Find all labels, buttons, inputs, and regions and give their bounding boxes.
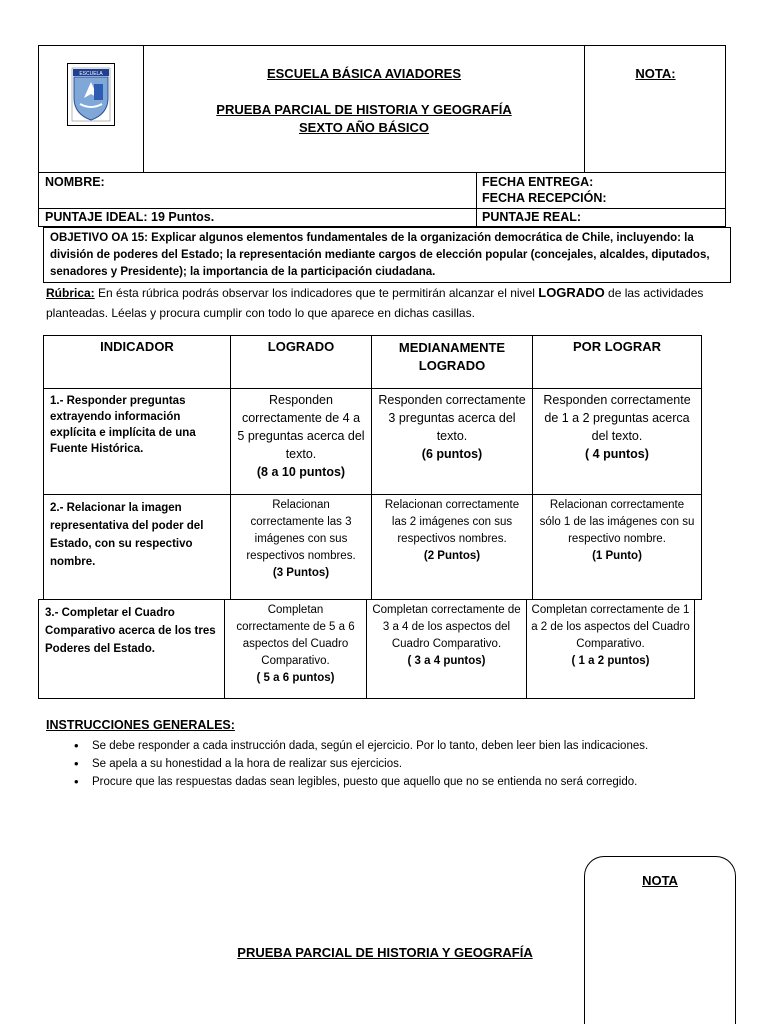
instructions-title: INSTRUCCIONES GENERALES: (46, 718, 235, 732)
table-row-1-logrado (230, 388, 372, 495)
row-3-medianamente-points: ( 3 a 4 puntos) (407, 655, 486, 667)
row-1-logrado-text: Responden correctamente de 4 a 5 preguntas acerca del texto. (237, 393, 365, 461)
table-row-2-logrado (230, 494, 372, 600)
fecha-entrega-field: FECHA ENTREGA: (482, 175, 594, 189)
info-divider-h (38, 208, 726, 209)
table-header-logrado: LOGRADO (230, 335, 372, 389)
row-1-medianamente-points: (6 puntos) (421, 447, 483, 461)
table-row-2-medianamente (371, 494, 533, 600)
logo-text: ESCUELA (79, 71, 103, 77)
instruction-item-2: • Se apela a su honestidad a la hora de realizar sus ejercicios. (46, 755, 726, 773)
row-2-medianamente-points: (2 Puntos) (423, 550, 481, 562)
table-header-medianamente (371, 335, 533, 389)
table-row-1-medianamente (371, 388, 533, 495)
objective-box: OBJETIVO OA 15: Explicar algunos elementos fundamentales de la organización democrática de Chile, incluyendo: la división de poderes del Estado; la representación mediante cargos de elección popular (concejales, alcaldes, diputados, senadores y Presidente); la importancia de la participación ciudadana. (43, 227, 731, 283)
row-1-por-lograr-text: Responden correctamente de 1 a 2 preguntas acerca del texto. (543, 393, 691, 443)
school-logo-shield-icon (68, 64, 114, 125)
table-header-indicador: INDICADOR (43, 335, 231, 389)
table-header-medianamente-text: MEDIANAMENTE LOGRADO (398, 340, 506, 373)
school-logo (67, 63, 115, 126)
row-1-medianamente-text: Responden correctamente 3 preguntas acerca del texto. (378, 393, 526, 443)
row-3-logrado-text: Completan correctamente de 5 a 6 aspectos del Cuadro Comparativo. (236, 604, 355, 667)
nombre-field: NOMBRE: (45, 175, 105, 189)
row-2-por-lograr-text: Relacionan correctamente sólo 1 de las imágenes con su respectivo nombre. (539, 499, 695, 545)
rubric-paragraph (46, 283, 726, 323)
table-row-3-medianamente (366, 599, 527, 699)
row-2-medianamente-text: Relacionan correctamente las 2 imágenes con sus respectivos nombres. (384, 499, 520, 545)
table-row-3-indicator: 3.- Completar el Cuadro Comparativo acerca de los tres Poderes del Estado. (38, 599, 225, 699)
nota-label: NOTA: (635, 66, 676, 81)
instruction-item-3: • Procure que las respuestas dadas sean legibles, puesto que aquello que no se entienda no será corregido. (46, 773, 726, 791)
row-2-por-lograr-points: (1 Punto) (592, 550, 642, 562)
row-3-logrado-points: ( 5 a 6 puntos) (256, 672, 335, 684)
instructions-list (46, 737, 726, 791)
rubric-text-before: En ésta rúbrica podrás observar los indicadores que te permitirán alcanzar el nivel (94, 286, 539, 300)
puntaje-ideal-field: PUNTAJE IDEAL: 19 Puntos. (45, 210, 215, 224)
grade-label: SEXTO AÑO BÁSICO (298, 120, 430, 135)
row-2-logrado-text: Relacionan correctamente las 3 imágenes con sus respectivos nombres. (246, 499, 356, 562)
instruction-item-1: • Se debe responder a cada instrucción dada, según el ejercicio. Por lo tanto, deben leer bien las indicaciones. (46, 737, 726, 755)
school-name: ESCUELA BÁSICA AVIADORES (266, 66, 462, 81)
table-row-3-por-lograr (526, 599, 695, 699)
row-3-por-lograr-points: ( 1 a 2 puntos) (571, 655, 650, 667)
rubric-emphasis: LOGRADO (538, 285, 605, 300)
footer-test-title: PRUEBA PARCIAL DE HISTORIA Y GEOGRAFÍA (237, 945, 533, 960)
table-header-por-lograr: POR LOGRAR (532, 335, 702, 389)
rubric-label: Rúbrica: (46, 286, 95, 300)
row-1-por-lograr-points: ( 4 puntos) (585, 447, 649, 461)
table-row-3-logrado (224, 599, 367, 699)
fecha-recepcion-field: FECHA RECEPCIÓN: (482, 191, 607, 205)
info-divider-v (476, 172, 477, 227)
row-2-logrado-points: (3 Puntos) (272, 567, 330, 579)
row-3-medianamente-text: Completan correctamente de 3 a 4 de los aspectos del Cuadro Comparativo. (372, 604, 521, 650)
test-title: PRUEBA PARCIAL DE HISTORIA Y GEOGRAFÍA (216, 102, 512, 117)
table-row-1-indicator: 1.- Responder preguntas extrayendo información explícita e implícita de una Fuente Histórica. (43, 388, 231, 495)
row-1-logrado-points: (8 a 10 puntos) (256, 465, 346, 479)
row-3-por-lograr-text: Completan correctamente de 1 a 2 de los aspectos del Cuadro Comparativo. (531, 604, 690, 650)
nota-box-label: NOTA (642, 873, 678, 888)
header-divider-right (584, 45, 585, 173)
rubric-text-after: de las actividades planteadas. Léelas y procura cumplir con todo lo que aparece en dichas casillas. (46, 286, 704, 320)
table-row-2-indicator: 2.- Relacionar la imagen representativa del poder del Estado, con su respectivo nombre. (43, 494, 231, 600)
puntaje-real-field: PUNTAJE REAL: (482, 210, 582, 224)
table-row-1-por-lograr (532, 388, 702, 495)
table-row-2-por-lograr (532, 494, 702, 600)
